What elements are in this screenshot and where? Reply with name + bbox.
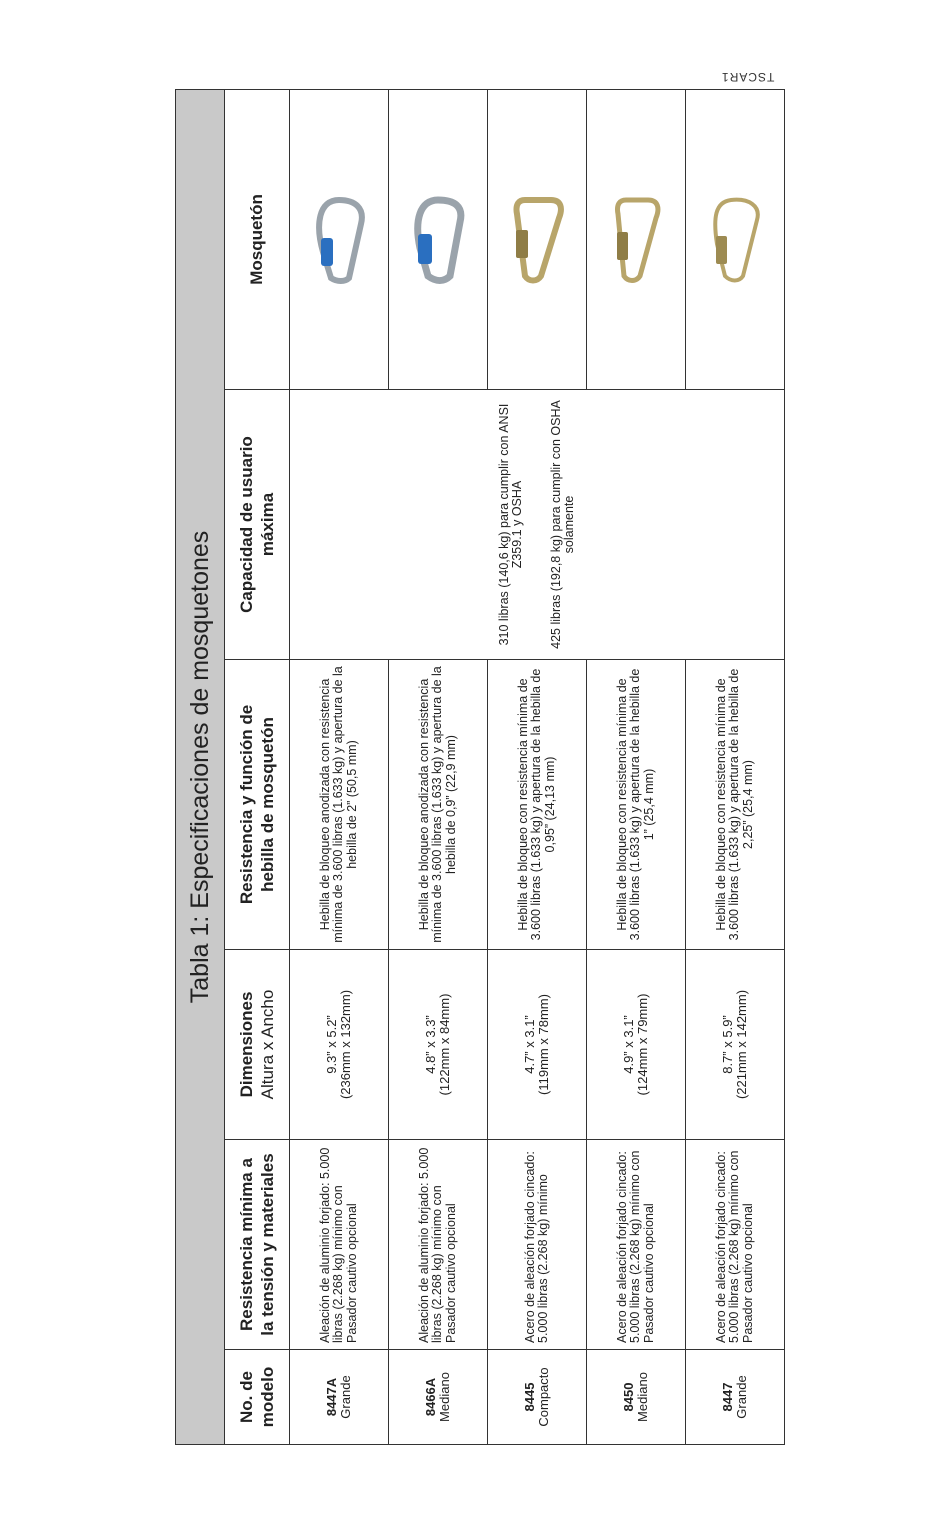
table-row bbox=[587, 89, 686, 1444]
header-photo: Mosquetón bbox=[225, 89, 290, 389]
gate-cell: Hebilla de bloqueo con resistencia mínima de 3.600 libras (1.633 kg) y apertura de la hebilla de 1” (25,4 mm) bbox=[587, 660, 686, 950]
table-row bbox=[290, 89, 389, 1444]
gate-cell: Hebilla de bloqueo anodizada con resistencia mínima de 3.600 libras (1.633 kg) y apertura de la hebilla de 0,9” (22,9 mm) bbox=[389, 660, 488, 950]
tension-cell: Aleación de aluminio forjado: 5.000 libras (2.268 kg) mínimo con Pasador cautivo opcional bbox=[290, 1140, 389, 1350]
specification-table-container bbox=[175, 90, 775, 1445]
model-cell: 8447 Grande bbox=[686, 1350, 785, 1445]
carabiner-specification-table bbox=[175, 89, 785, 1445]
carabiner-photo bbox=[587, 89, 686, 389]
model-cell: 8445 Compacto bbox=[488, 1350, 587, 1445]
carabiner-icon bbox=[606, 194, 666, 284]
gate-cell: Hebilla de bloqueo con resistencia mínima de 3.600 libras (1.633 kg) y apertura de la hebilla de 0,95” (24,13 mm) bbox=[488, 660, 587, 950]
gate-cell: Hebilla de bloqueo anodizada con resistencia mínima de 3.600 libras (1.633 kg) y apertura de la hebilla de 2” (50,5 mm) bbox=[290, 660, 389, 950]
carabiner-icon bbox=[705, 194, 765, 284]
dimensions-cell: 9.3” x 5.2” (236mm x 132mm) bbox=[290, 950, 389, 1140]
header-dimensions: Dimensiones Altura x Ancho bbox=[225, 950, 290, 1140]
tension-cell: Aleación de aluminio forjado: 5.000 libras (2.268 kg) mínimo con Pasador cautivo opcional bbox=[389, 1140, 488, 1350]
model-cell: 8466A Mediano bbox=[389, 1350, 488, 1445]
header-model: No. de modelo bbox=[225, 1350, 290, 1445]
header-tension: Resistencia mínima a la tensión y materiales bbox=[225, 1140, 290, 1350]
tension-cell: Acero de aleación forjado cincado: 5.000 libras (2.268 kg) mínimo bbox=[488, 1140, 587, 1350]
dimensions-cell: 8.7” x 5.9” (221mm x 142mm) bbox=[686, 950, 785, 1140]
model-cell: 8447A Grande bbox=[290, 1350, 389, 1445]
table-row bbox=[488, 89, 587, 1444]
carabiner-photo bbox=[389, 89, 488, 389]
tension-cell: Acero de aleación forjado cincado: 5.000 libras (2.268 kg) mínimo con Pasador cautivo opcional bbox=[587, 1140, 686, 1350]
table-title: Tabla 1: Especificaciones de mosquetones bbox=[176, 89, 225, 1444]
model-cell: 8450 Mediano bbox=[587, 1350, 686, 1445]
header-gate: Resistencia y función de hebilla de mosquetón bbox=[225, 660, 290, 950]
carabiner-photo bbox=[686, 89, 785, 389]
capacity-cell: 310 libras (140,6 kg) para cumplir con ANSI Z359.1 y OSHA 425 libras (192,8 kg) para cumplir con OSHA solamente bbox=[290, 390, 785, 660]
dimensions-cell: 4.9” x 3.1” (124mm x 79mm) bbox=[587, 950, 686, 1140]
carabiner-photo bbox=[488, 89, 587, 389]
dimensions-cell: 4.7” x 3.1” (119mm x 78mm) bbox=[488, 950, 587, 1140]
carabiner-icon bbox=[408, 194, 468, 284]
table-row bbox=[686, 89, 785, 1444]
carabiner-icon bbox=[309, 194, 369, 284]
dimensions-cell: 4.8” x 3.3” (122mm x 84mm) bbox=[389, 950, 488, 1140]
document-code: TSCAR1 bbox=[720, 70, 774, 84]
table-row bbox=[389, 89, 488, 1444]
carabiner-icon bbox=[507, 194, 567, 284]
carabiner-photo bbox=[290, 89, 389, 389]
header-capacity: Capacidad de usuario máxima bbox=[225, 390, 290, 660]
gate-cell: Hebilla de bloqueo con resistencia mínima de 3.600 libras (1.633 kg) y apertura de la hebilla de 2,25” (25,4 mm) bbox=[686, 660, 785, 950]
tension-cell: Acero de aleación forjado cincado: 5.000 libras (2.268 kg) mínimo con Pasador cautivo opcional bbox=[686, 1140, 785, 1350]
